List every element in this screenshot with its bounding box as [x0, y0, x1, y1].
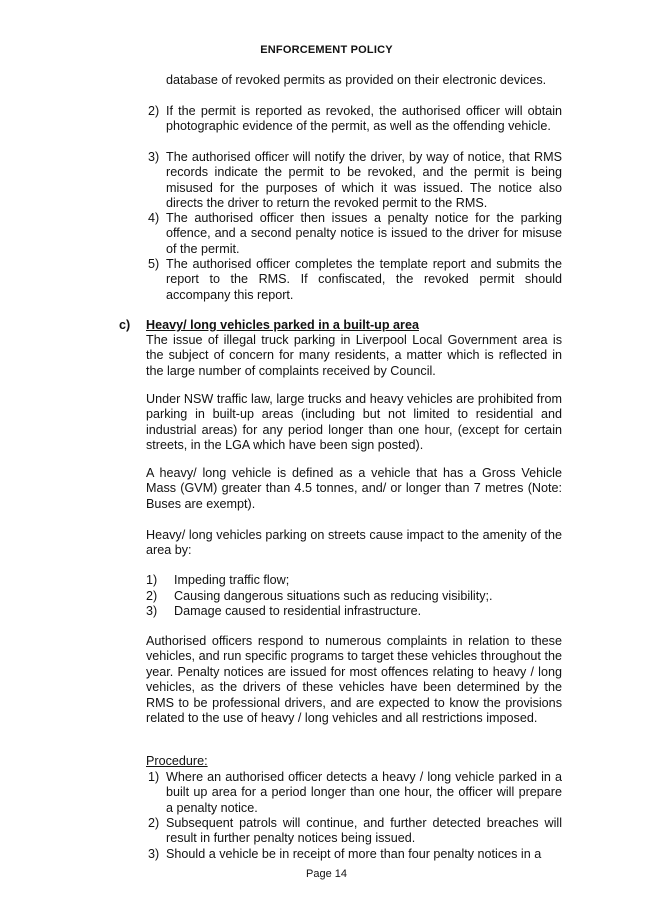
procedure-item — [148, 816, 562, 847]
list-text: The authorised officer then issues a penalty notice for the parking offence, and a second penalty notice is issued to the driver for misuse of the permit. — [166, 211, 562, 256]
list-number: 3) — [146, 604, 158, 618]
list-item — [148, 150, 562, 212]
list-number: 2) — [148, 104, 160, 118]
list-number: 2) — [148, 816, 160, 830]
list-item — [148, 104, 562, 135]
list-text: Subsequent patrols will continue, and further detected breaches will result in further penalty notices being issued. — [166, 816, 562, 846]
paragraph: Heavy/ long vehicles parking on streets cause impact to the amenity of the area by: — [146, 528, 562, 558]
section-letter: c) — [119, 318, 131, 332]
list-number: 2) — [146, 589, 158, 603]
paragraph: Under NSW traffic law, large trucks and heavy vehicles are prohibited from parking in built-up areas (including but not limited to residential and industrial areas) for any period longer than one hour, (except for certain streets, in the LGA which have been sign posted). — [146, 392, 562, 453]
procedure-item — [148, 770, 562, 816]
list-item — [148, 211, 562, 257]
list-text: Damage caused to residential infrastructure. — [174, 604, 422, 618]
procedure-item — [148, 847, 562, 862]
page-header: ENFORCEMENT POLICY — [260, 44, 393, 56]
list-text: Where an authorised officer detects a heavy / long vehicle parked in a built up area for a period longer than one hour, the officer will prepare a penalty notice. — [166, 770, 562, 815]
paragraph: Authorised officers respond to numerous complaints in relation to these vehicles, and run specific programs to target these vehicles throughout the year. Penalty notices are issued for most offences relating to heavy / long vehicles, as the drivers of these vehicles have been determined by the RMS to be professional drivers, and are expected to know the provisions related to the use of heavy / long vehicles and all restrictions imposed. — [146, 634, 562, 726]
list-text: Impeding traffic flow; — [174, 573, 290, 587]
paragraph: A heavy/ long vehicle is defined as a vehicle that has a Gross Vehicle Mass (GVM) greater than 4.5 tonnes, and/ or longer than 7 metres (Note: Buses are exempt). — [146, 466, 562, 511]
list-number: 3) — [148, 150, 160, 164]
list-text: Causing dangerous situations such as reducing visibility;. — [174, 589, 493, 603]
section-heading: Heavy/ long vehicles parked in a built-up area — [146, 318, 419, 332]
continued-list-text: database of revoked permits as provided on their electronic devices. — [166, 73, 547, 87]
list-number: 3) — [148, 847, 160, 861]
list-number: 1) — [146, 573, 158, 587]
list-item — [148, 257, 562, 303]
list-text: Should a vehicle be in receipt of more than four penalty notices in a — [166, 847, 542, 861]
list-number: 5) — [148, 257, 160, 271]
procedure-label: Procedure: — [146, 754, 208, 768]
paragraph: The issue of illegal truck parking in Liverpool Local Government area is the subject of concern for many residents, a matter which is reflected in the large number of complaints received by Council. — [146, 333, 562, 378]
list-text: The authorised officer will notify the driver, by way of notice, that RMS records indicate the permit to be revoked, and the permit is being misused for the purposes of which it was issued. The notice also directs the driver to return the revoked permit to the RMS. — [166, 150, 562, 211]
list-text: The authorised officer completes the template report and submits the report to the RMS. If confiscated, the revoked permit should accompany this report. — [166, 257, 562, 302]
list-number: 1) — [148, 770, 160, 784]
list-text: If the permit is reported as revoked, the authorised officer will obtain photographic evidence of the permit, as well as the offending vehicle. — [166, 104, 562, 134]
page-number: Page 14 — [306, 868, 347, 880]
list-number: 4) — [148, 211, 160, 225]
